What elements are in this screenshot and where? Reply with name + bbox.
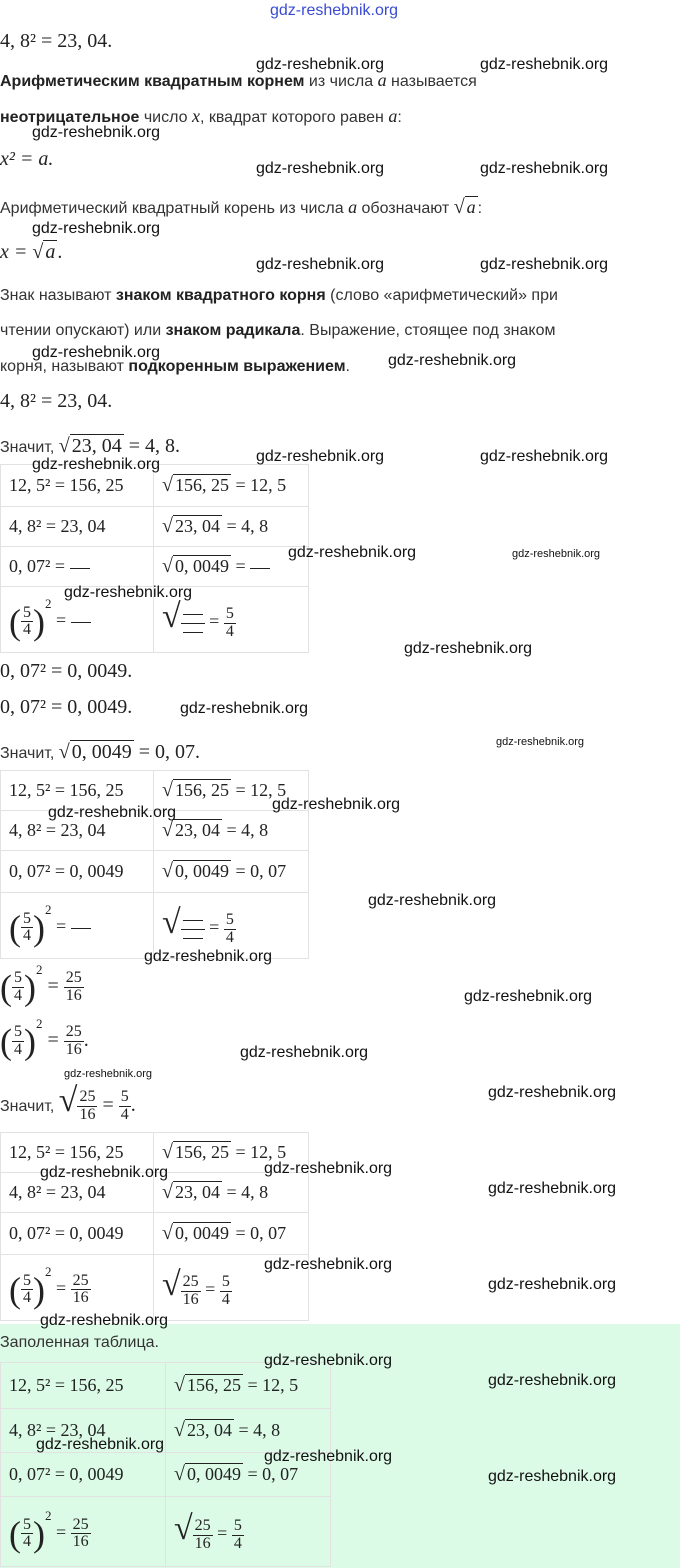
cell: 0, 07² = 0, 0049 (1, 1213, 154, 1255)
term-radical-sign: знаком радикала (165, 322, 301, 339)
text: = (51, 610, 71, 631)
watermark[interactable]: gdz-reshebnik.org (488, 1372, 617, 1389)
denominator: 4 (221, 1290, 230, 1308)
conclusion-step4 (0, 1082, 136, 1124)
cell: √ $\frac{25}{16}$ = $\frac{5}{4}$ (166, 1497, 331, 1567)
table-step3 (0, 770, 309, 959)
denominator: 4 (225, 622, 234, 640)
text: . (83, 1029, 89, 1051)
numerator: 5 (221, 1272, 230, 1290)
text: число (139, 109, 192, 126)
cell: 12, 5² = 156, 25 (1, 771, 154, 811)
text: = (42, 975, 64, 997)
radicand: 156, 25 (174, 1142, 229, 1162)
text: = 12, 5 (230, 475, 287, 495)
exponent: 2 (36, 962, 43, 977)
radicand: a (466, 197, 476, 217)
text: = (97, 1094, 119, 1116)
watermark[interactable]: gdz-reshebnik.org (32, 344, 161, 361)
watermark[interactable]: gdz-reshebnik.org (264, 1352, 393, 1369)
conclusion-step3 (0, 740, 200, 764)
text: = (204, 611, 224, 632)
cell: ( $\frac{5}{4}$ )$^2$ = $\frac{25}{16}$ (1, 1497, 166, 1567)
fraction (21, 1517, 33, 1552)
watermark[interactable]: gdz-reshebnik.org (480, 448, 609, 465)
text: = (51, 916, 71, 937)
watermark[interactable]: gdz-reshebnik.org (64, 584, 193, 601)
text: = (51, 1522, 71, 1543)
equation-x-sqrt-a: x = √ a . (0, 241, 63, 263)
cell: √ 0, 0049 = 0, 07 (154, 851, 309, 893)
table-row (1, 1497, 331, 1567)
cell: √ = $\frac{5}{4}$ (154, 893, 309, 959)
fraction (193, 1518, 213, 1553)
sqrt-expression: √ 0, 0049 = 0, 07. (58, 741, 201, 763)
conclusion-step1 (0, 434, 180, 458)
watermark[interactable]: gdz-reshebnik.org (388, 352, 517, 369)
definition-line-4 (0, 287, 558, 305)
watermark[interactable]: gdz-reshebnik.org (404, 640, 533, 657)
watermark[interactable]: gdz-reshebnik.org (488, 1180, 617, 1197)
text: = 0, 07 (230, 861, 287, 881)
fraction (71, 1273, 91, 1308)
denominator: 4 (23, 1289, 31, 1307)
numerator: 5 (23, 1515, 31, 1533)
text: Значит, (0, 439, 59, 456)
numerator: 5 (225, 604, 234, 622)
sqrt-expression: √ $\frac{25}{16}$ = $\frac{5}{4}$ . (58, 1082, 136, 1123)
text: = 0, 07 (242, 1464, 299, 1484)
cell: 4, 8² = 23, 04 (1, 1409, 166, 1453)
fraction (224, 606, 236, 641)
blank (71, 927, 91, 929)
watermark[interactable]: gdz-reshebnik.org (256, 256, 385, 273)
watermark[interactable]: gdz-reshebnik.org (488, 1468, 617, 1485)
text: . Выражение, стоящее под знаком (300, 322, 556, 339)
numerator: 25 (182, 1272, 199, 1290)
watermark[interactable]: gdz-reshebnik.org (264, 1160, 393, 1177)
watermark[interactable]: gdz-reshebnik.org (32, 456, 161, 473)
table-row (1, 1213, 309, 1255)
numerator: 5 (14, 969, 22, 987)
denominator: 4 (23, 1533, 31, 1551)
text: = 12, 5 (230, 780, 287, 800)
text: = 4, 8 (221, 1182, 269, 1202)
fraction-blank (181, 912, 205, 947)
watermark[interactable]: gdz-reshebnik.org (144, 948, 273, 965)
equation-step3b: 0, 07² = 0, 0049. (0, 696, 133, 718)
watermark[interactable]: gdz-reshebnik.org (496, 736, 585, 748)
text: из числа (304, 73, 378, 90)
numerator: 5 (23, 603, 31, 621)
denominator: 16 (65, 986, 82, 1004)
cell: √ 156, 25 = 12, 5 (154, 465, 309, 507)
numerator: 25 (194, 1516, 211, 1534)
watermark[interactable]: gdz-reshebnik.org (272, 796, 401, 813)
text: = 0, 07. (133, 741, 201, 763)
cell: ( $\frac{5}{4}$ )$^2$ = (1, 587, 154, 653)
watermark[interactable]: gdz-reshebnik.org (180, 700, 309, 717)
radicand: 0, 0049 (174, 861, 229, 881)
cell: √ 156, 25 = 12, 5 (166, 1363, 331, 1409)
radicand: 156, 25 (186, 1375, 241, 1395)
equation-intro: 4, 8² = 23, 04. (0, 30, 113, 52)
denominator: 16 (72, 1289, 89, 1307)
fraction (77, 1089, 97, 1124)
watermark[interactable]: gdz-reshebnik.org (480, 256, 609, 273)
numerator: 25 (72, 1271, 89, 1289)
equation-x-squared: x² = a. (0, 148, 54, 170)
numerator: 5 (225, 910, 234, 928)
cell: 0, 07² = 0, 0049 (1, 851, 154, 893)
text: 0, 07² = (9, 556, 70, 576)
cell: 4, 8² = 23, 04 (1, 811, 154, 851)
radicand: 0, 0049 (71, 741, 132, 763)
text: чтении опускают) или (0, 322, 166, 339)
sqrt-expression: √ 23, 04 = 4, 8. (58, 435, 181, 457)
blank (71, 621, 91, 623)
blank (183, 937, 203, 939)
numerator: 25 (65, 1023, 82, 1041)
text: x = (0, 241, 33, 263)
definition-line-1 (0, 70, 477, 91)
exponent: 2 (45, 1508, 52, 1524)
equation-step3a: 0, 07² = 0, 0049. (0, 660, 133, 682)
denominator: 4 (14, 986, 22, 1004)
exponent: 2 (45, 1264, 52, 1280)
radicand: 23, 04 (71, 435, 122, 457)
fraction (224, 912, 236, 947)
text: = 12, 5 (230, 1142, 287, 1162)
blank (183, 919, 203, 921)
term-radicand: подкоренным выражением (128, 358, 346, 375)
text: Арифметический квадратный корень из числа (0, 200, 349, 217)
text: = (204, 917, 224, 938)
fraction (21, 605, 33, 640)
denominator: 4 (120, 1105, 129, 1123)
var-a: a (377, 70, 387, 90)
numerator: 25 (65, 969, 82, 987)
denominator: 4 (23, 927, 31, 945)
final-label: Заполенная таблица. (0, 1334, 159, 1351)
text: , квадрат которого равен (199, 109, 389, 126)
blank (183, 613, 203, 615)
numerator: 5 (23, 1271, 31, 1289)
cell: √ 0, 0049 = (154, 547, 309, 587)
fraction (64, 970, 84, 1005)
watermark[interactable]: gdz-reshebnik.org (264, 1256, 393, 1273)
table-row (1, 547, 309, 587)
numerator: 5 (23, 909, 31, 927)
text: (слово «арифметический» при (325, 287, 558, 304)
text: Значит, (0, 745, 59, 762)
fraction (232, 1518, 244, 1553)
fraction (119, 1089, 131, 1124)
watermark[interactable]: gdz-reshebnik.org (488, 1276, 617, 1293)
fraction-blank (181, 606, 205, 641)
text: . (345, 358, 350, 375)
text: = (51, 1278, 71, 1299)
denominator: 16 (182, 1290, 199, 1308)
cell: √ = $\frac{5}{4}$ (154, 587, 309, 653)
watermark[interactable]: gdz-reshebnik.org (240, 1044, 369, 1061)
watermark[interactable]: gdz-reshebnik.org (264, 1448, 393, 1465)
text: = 4, 8 (221, 820, 269, 840)
cell (1, 547, 154, 587)
fraction (71, 1517, 91, 1552)
denominator: 4 (233, 1534, 242, 1552)
denominator: 4 (14, 1040, 22, 1058)
blank (183, 631, 203, 633)
denominator: 4 (225, 928, 234, 946)
radicand: 23, 04 (174, 820, 220, 840)
cell: √ 156, 25 = 12, 5 (154, 771, 309, 811)
exponent: 2 (45, 596, 52, 612)
watermark[interactable]: gdz-reshebnik.org (288, 544, 417, 561)
denominator: 16 (79, 1105, 96, 1123)
cell: 0, 07² = 0, 0049 (1, 1453, 166, 1497)
radicand: 0, 0049 (174, 1223, 229, 1243)
watermark[interactable]: gdz-reshebnik.org (480, 56, 609, 73)
denominator: 4 (23, 621, 31, 639)
radicand: 0, 0049 (174, 556, 229, 576)
text: : (397, 109, 402, 126)
watermark[interactable]: gdz-reshebnik.org (256, 448, 385, 465)
text: = 4, 8 (221, 516, 269, 536)
numerator: 5 (14, 1023, 22, 1041)
fraction (181, 1274, 201, 1309)
text: = (212, 1523, 232, 1544)
fraction (12, 1024, 24, 1059)
definition-line-3 (0, 196, 482, 219)
cell: √ 0, 0049 = 0, 07 (166, 1453, 331, 1497)
text: = (200, 1279, 220, 1300)
watermark[interactable]: gdz-reshebnik.org (256, 160, 385, 177)
watermark[interactable]: gdz-reshebnik.org (368, 892, 497, 909)
radicand: 156, 25 (174, 475, 229, 495)
blank (250, 567, 270, 569)
term-arithmetic-root: Арифметическим квадратным корнем (0, 73, 305, 90)
cell: √ 23, 04 = 4, 8 (166, 1409, 331, 1453)
watermark[interactable]: gdz-reshebnik.org (40, 1312, 169, 1329)
text: = 12, 5 (242, 1375, 299, 1395)
denominator: 16 (194, 1534, 211, 1552)
text: = 4, 8 (233, 1420, 281, 1440)
table-row (1, 507, 309, 547)
text: называется (386, 73, 477, 90)
text: : (477, 200, 483, 217)
var-a: a (388, 106, 398, 126)
table-row (1, 1255, 309, 1321)
cell: 12, 5² = 156, 25 (1, 1133, 154, 1173)
numerator: 25 (79, 1088, 96, 1106)
watermark[interactable]: gdz-reshebnik.org (36, 1436, 165, 1453)
radicand: 156, 25 (174, 780, 229, 800)
fraction (64, 1024, 84, 1059)
watermark[interactable]: gdz-reshebnik.org (32, 124, 161, 141)
cell: √ 23, 04 = 4, 8 (154, 507, 309, 547)
radicand: 23, 04 (186, 1420, 232, 1440)
exponent: 2 (36, 1016, 43, 1031)
cell: √ $\frac{25}{16}$ = $\frac{5}{4}$ (154, 1255, 309, 1321)
text: . (57, 241, 63, 263)
text: обозначают (357, 200, 454, 217)
var-a: a (348, 197, 358, 217)
watermark[interactable]: gdz-reshebnik.org (48, 804, 177, 821)
watermark-top[interactable]: gdz-reshebnik.org (270, 2, 399, 19)
text: . (130, 1094, 136, 1116)
denominator: 16 (72, 1533, 89, 1551)
radicand: 23, 04 (174, 516, 220, 536)
text: Знак называют (0, 287, 116, 304)
sqrt-a: √ a (453, 196, 476, 218)
fraction (12, 970, 24, 1005)
equation-step4b: ( $\frac{5}{4}$ )$^2$ = $\frac{25}{16}$ . (0, 1016, 89, 1062)
numerator: 5 (120, 1088, 129, 1106)
radicand: a (45, 241, 56, 263)
var-x: x (191, 106, 200, 126)
cell: 4, 8² = 23, 04 (1, 1173, 154, 1213)
text: = (230, 556, 251, 576)
table-step4 (0, 1132, 309, 1321)
numerator: 5 (233, 1516, 242, 1534)
watermark[interactable]: gdz-reshebnik.org (512, 548, 601, 560)
watermark[interactable]: gdz-reshebnik.org (64, 1068, 153, 1080)
watermark[interactable]: gdz-reshebnik.org (256, 56, 385, 73)
denominator: 16 (65, 1040, 82, 1058)
cell: 4, 8² = 23, 04 (1, 507, 154, 547)
fraction (21, 911, 33, 946)
cell: √ 0, 0049 = 0, 07 (154, 1213, 309, 1255)
fraction (220, 1274, 232, 1309)
text: = (42, 1029, 64, 1051)
fraction (21, 1273, 33, 1308)
term-nonnegative: неотрицательное (0, 109, 140, 126)
cell: √ 23, 04 = 4, 8 (154, 1173, 309, 1213)
equation-step1: 4, 8² = 23, 04. (0, 390, 113, 412)
watermark[interactable]: gdz-reshebnik.org (488, 1084, 617, 1101)
radicand: 0, 0049 (186, 1464, 241, 1484)
cell: √ 23, 04 = 4, 8 (154, 811, 309, 851)
term-root-sign: знаком квадратного корня (115, 287, 326, 304)
table-step1 (0, 464, 309, 653)
definition-line-5 (0, 322, 555, 340)
table-row (1, 851, 309, 893)
watermark[interactable]: gdz-reshebnik.org (32, 220, 161, 237)
blank (70, 567, 90, 569)
watermark[interactable]: gdz-reshebnik.org (480, 160, 609, 177)
radicand: 23, 04 (174, 1182, 220, 1202)
equation-step4a: ( $\frac{5}{4}$ )$^2$ = $\frac{25}{16}$ (0, 962, 82, 1008)
watermark[interactable]: gdz-reshebnik.org (464, 988, 593, 1005)
cell: ( $\frac{5}{4}$ )$^2$ = (1, 893, 154, 959)
numerator: 25 (72, 1515, 89, 1533)
exponent: 2 (45, 902, 52, 918)
cell: √ 156, 25 = 12, 5 (154, 1133, 309, 1173)
text: Значит, (0, 1098, 59, 1115)
cell: 12, 5² = 156, 25 (1, 1363, 166, 1409)
text: = 0, 07 (230, 1223, 287, 1243)
cell: 12, 5² = 156, 25 (1, 465, 154, 507)
cell: ( $\frac{5}{4}$ )$^2$ = $\frac{25}{16}$ (1, 1255, 154, 1321)
watermark[interactable]: gdz-reshebnik.org (40, 1164, 169, 1181)
text: = 4, 8. (123, 435, 181, 457)
text: корня, называют (0, 358, 129, 375)
